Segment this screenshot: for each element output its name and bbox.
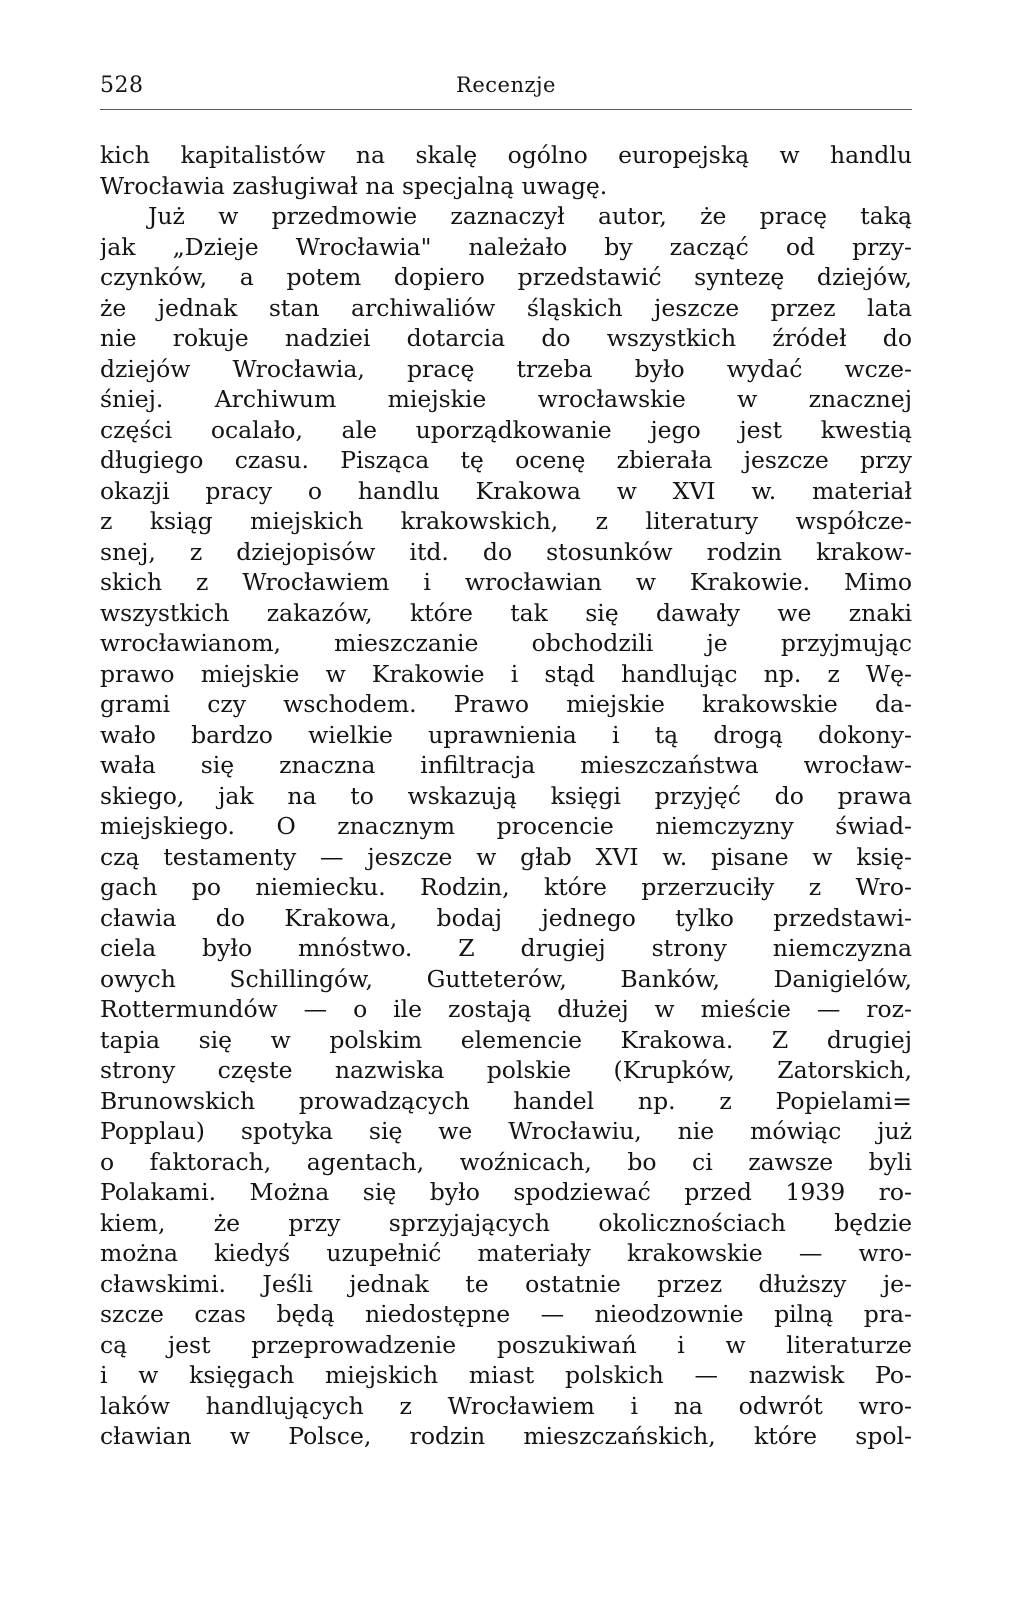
page-header — [100, 73, 912, 105]
text-line: Wrocławia zasługiwał na specjalną uwagę. — [100, 171, 608, 200]
text-line: cławia do Krakowa, bodaj jednego tylko przedstawi- — [100, 903, 912, 932]
page-number: 528 — [100, 73, 144, 98]
text-line: dziejów Wrocławia, pracę trzeba było wydać wcze- — [100, 354, 912, 383]
text-line: wszystkich zakazów, które tak się dawały we znaki — [100, 598, 912, 627]
text-line: szcze czas będą niedostępne — nieodzownie pilną pra- — [100, 1300, 912, 1328]
text-line: z ksiąg miejskich krakowskich, z literatury współcze- — [100, 507, 912, 535]
text-line: Polakami. Można się było spodziewać przed 1939 ro- — [100, 1178, 912, 1206]
text-line: gach po niemiecku. Rodzin, które przerzuciły z Wro- — [100, 873, 912, 901]
text-line: Już w przedmowie zaznaczył autor, że pracę taką — [148, 202, 912, 230]
text-line: że jednak stan archiwaliów śląskich jeszcze przez lata — [100, 293, 912, 322]
text-line: czą testamenty — jeszcze w głab XVI w. pisane w księ- — [100, 842, 912, 871]
text-line: o faktorach, agentach, woźnicach, bo ci zawsze byli — [100, 1147, 912, 1176]
text-line: skich z Wrocławiem i wrocławian w Krakowie. Mimo — [100, 568, 912, 596]
text-line: kich kapitalistów na skalę ogólno europejską w handlu — [100, 141, 912, 169]
text-line: tapia się w polskim elemencie Krakowa. Z drugiej — [100, 1025, 912, 1054]
text-line: okazji pracy o handlu Krakowa w XVI w. materiał — [100, 476, 912, 505]
text-line: snej, z dziejopisów itd. do stosunków rodzin krakow- — [100, 537, 912, 566]
text-line: Popplau) spotyka się we Wrocławiu, nie mówiąc już — [100, 1117, 912, 1145]
text-line: śniej. Archiwum miejskie wrocławskie w znacznej — [100, 385, 912, 413]
text-line: cą jest przeprowadzenie poszukiwań i w literaturze — [100, 1330, 912, 1359]
text-line: prawo miejskie w Krakowie i stąd handlując np. z Wę- — [100, 659, 912, 688]
text-line: laków handlujących z Wrocławiem i na odwrót wro- — [100, 1391, 912, 1420]
text-line: cławian w Polsce, rodzin mieszczańskich, które spol- — [100, 1422, 912, 1450]
body-text — [100, 140, 912, 1452]
text-line: wrocławianom, mieszczanie obchodzili je przyjmując — [100, 629, 912, 657]
text-line: kiem, że przy sprzyjających okolicznościach będzie — [100, 1208, 912, 1237]
text-line: ciela było mnóstwo. Z drugiej strony niemczyzna — [100, 934, 912, 962]
text-line: można kiedyś uzupełnić materiały krakowskie — wro- — [100, 1239, 912, 1267]
text-line: Rottermundów — o ile zostają dłużej w mieście — roz- — [100, 995, 912, 1023]
text-line: strony częste nazwiska polskie (Krupków, Zatorskich, — [100, 1056, 912, 1084]
text-line: długiego czasu. Pisząca tę ocenę zbierała jeszcze przy — [100, 446, 912, 474]
text-line: czynków, a potem dopiero przedstawić syntezę dziejów, — [100, 263, 912, 291]
text-line: części ocalało, ale uporządkowanie jego jest kwestią — [100, 415, 912, 444]
text-line: owych Schillingów, Gutteterów, Banków, Danigielów, — [100, 964, 912, 993]
text-line: grami czy wschodem. Prawo miejskie krakowskie da- — [100, 690, 912, 718]
text-line: wała się znaczna infiltracja mieszczaństwa wrocław- — [100, 751, 912, 779]
text-line: wało bardzo wielkie uprawnienia i tą drogą dokony- — [100, 720, 912, 749]
text-line: i w księgach miejskich miast polskich — nazwisk Po- — [100, 1361, 912, 1389]
text-line: Brunowskich prowadzących handel np. z Popielami= — [100, 1086, 912, 1115]
running-head: Recenzje — [456, 73, 556, 97]
header-rule — [100, 109, 912, 110]
text-line: jak „Dzieje Wrocławia" należało by zacząć od przy- — [100, 232, 912, 261]
text-line: nie rokuje nadziei dotarcia do wszystkich źródeł do — [100, 324, 912, 352]
text-line: skiego, jak na to wskazują księgi przyjęć do prawa — [100, 781, 912, 810]
text-line: miejskiego. O znacznym procencie niemczyzny świad- — [100, 812, 912, 840]
text-line: cławskimi. Jeśli jednak te ostatnie przez dłuższy je- — [100, 1269, 912, 1298]
